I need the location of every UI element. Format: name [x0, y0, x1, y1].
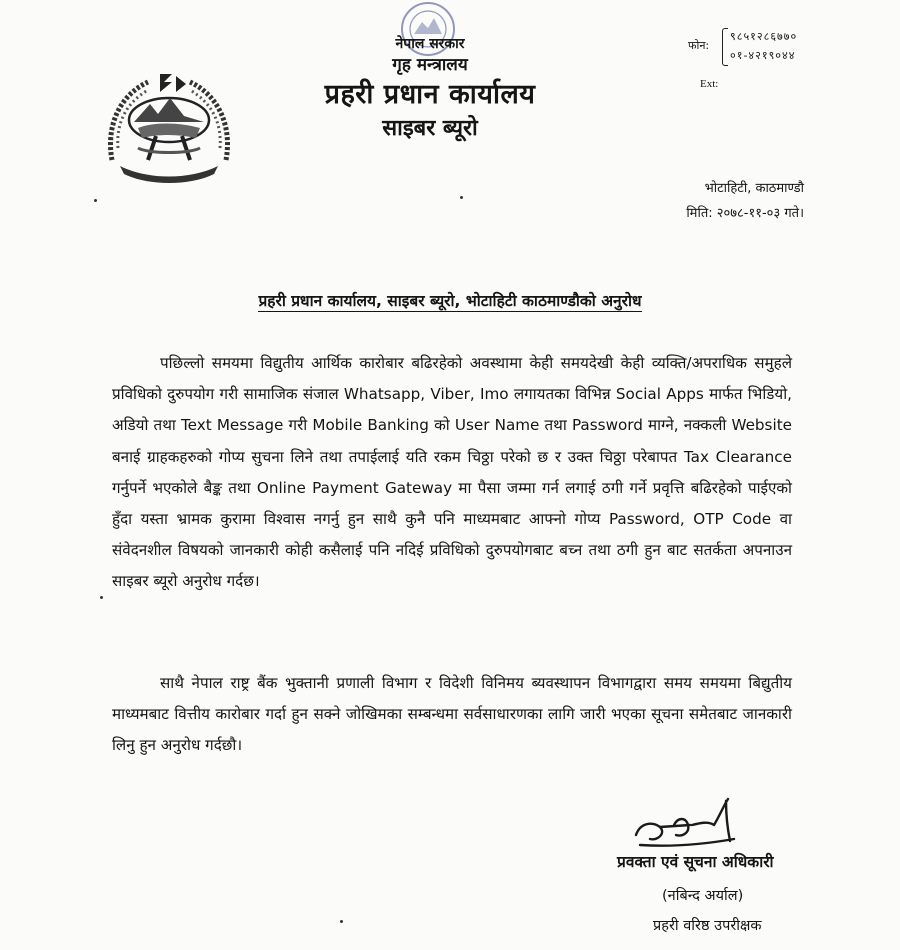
- scan-speck: [460, 196, 463, 199]
- signature-icon: [630, 795, 740, 855]
- phone-number-2: ०१-४२१९०४४: [730, 49, 796, 62]
- office-name: प्रहरी प्रधान कार्यालय: [324, 79, 536, 110]
- bureau-name: साइबर ब्यूरो: [382, 116, 478, 141]
- signatory-title: प्रवक्ता एवं सूचना अधिकारी: [617, 853, 774, 871]
- phone-brace: [722, 28, 728, 66]
- signatory-rank: प्रहरी वरिष्ठ उपरीक्षक: [653, 918, 762, 934]
- letter-date: मिति: २०७८-११-०३ गते।: [686, 206, 804, 221]
- nepal-emblem-icon: [98, 68, 240, 186]
- body-paragraph-2: साथै नेपाल राष्ट्र बैंक भुक्तानी प्रणाली विभाग र विदेशी विनिमय ब्यवस्थापन विभागद्वारा समय समयमा बिद्युतीय माध्यमबाट वित्तीय कारोबार गर्दा हुन सक्ने जोखिमका सम्बन्धमा सर्वसाधारणका लागि जारी भएका सूचना समेतबाट जानकारी लिनु हुन अनुरोध गर्दछौ।: [112, 674, 792, 755]
- letter-subject: [0, 289, 900, 311]
- scan-speck: [94, 199, 97, 202]
- office-address: भोटाहिटी, काठमाण्डौ: [704, 181, 804, 196]
- government-name: नेपाल सरकार: [395, 36, 465, 52]
- phone-label: फोन:: [688, 39, 710, 52]
- scan-speck: [340, 920, 343, 923]
- signatory-name: (नबिन्द अर्याल): [662, 888, 744, 904]
- phone-number-1: ९८५१२८६७७०: [730, 30, 798, 43]
- subject-text: प्रहरी प्रधान कार्यालय, साइबर ब्यूरो, भोटाहिटी काठमाण्डौको अनुरोध: [258, 292, 642, 310]
- scan-speck: [100, 596, 103, 599]
- body-paragraph-1: पछिल्लो समयमा विद्युतीय आर्थिक कारोबार बढिरहेको अवस्थामा केही समयदेखी केही व्यक्ति/अपराधिक समुहले प्रविधिको दुरुपयोग गरी सामाजिक संजाल Whatsapp, Viber, Imo लगायतका विभिन्न Social Apps मार्फत भिडियो, अडियो तथा Text Message गरी Mobile Banking को User Name तथा Password माग्ने, नक्कली Website बनाई ग्राहकहरुको गोप्य सुचना लिने तथा तपाईलाई यति रकम चिठ्ठा परेको छ र उक्त चिठ्ठा परेबापत Tax Clearance गर्नुपर्ने भएकोले बैङ्क तथा Online Payment Gateway मा पैसा जम्मा गर्न लगाई ठगी गर्ने प्रवृत्ति बढिरहेको पाईएको हुँदा यस्ता भ्रामक कुरामा विश्वास नगर्नु हुन साथै कुनै पनि माध्यमबाट आफ्नो गोप्य Password, OTP Code वा संवेदनशील विषयको जानकारी कोही कसैलाई पनि नदिई प्रविधिको दुरुपयोगबाट बच्न तथा ठगी हुन बाट सतर्कता अपनाउन साइबर ब्यूरो अनुरोध गर्दछ।: [112, 354, 792, 591]
- extension-label: Ext:: [700, 78, 719, 90]
- ministry-name: गृह मन्त्रालय: [392, 55, 468, 75]
